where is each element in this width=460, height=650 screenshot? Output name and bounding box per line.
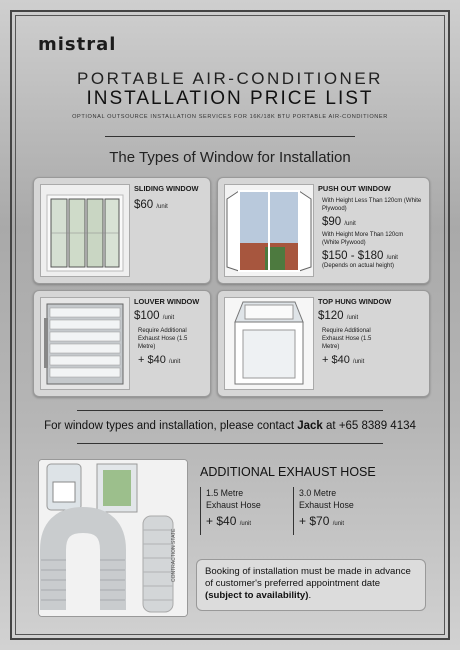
- types-heading: The Types of Window for Installation: [109, 149, 351, 166]
- divider: [105, 136, 355, 137]
- exhaust-hose-image: [38, 459, 188, 617]
- push-out-window-image: [224, 184, 314, 277]
- card-louver-window: [33, 290, 211, 397]
- sliding-window-title: SLIDING WINDOW: [134, 184, 199, 193]
- push-out-price-2: $150 - $180 /unit: [322, 250, 398, 262]
- top-hung-window-image: [224, 297, 314, 390]
- louver-window-price: $100 /unit: [134, 310, 175, 322]
- title-line-2: INSTALLATION PRICE LIST: [86, 88, 374, 109]
- louver-window-title: LOUVER WINDOW: [134, 297, 200, 306]
- contact-name: Jack: [297, 420, 323, 432]
- contact-phone: +65 8389 4134: [338, 420, 416, 432]
- subtitle: OPTIONAL OUTSOURCE INSTALLATION SERVICES FOR 16K/18K BTU PORTABLE AIR-CONDITIONER: [72, 114, 388, 120]
- louver-window-image: [40, 297, 130, 390]
- top-hung-window-note: Require Additional Exhaust Hose (1.5 Metre): [322, 328, 372, 350]
- divider: [77, 410, 383, 411]
- top-hung-window-extra: + $40 /unit: [322, 354, 365, 366]
- brand-logo: mistral: [38, 34, 117, 55]
- exhaust-hose-image-caption: CONTRACTION STATE: [171, 528, 177, 582]
- push-out-price-note: (Depends on actual height): [322, 263, 395, 269]
- top-hung-window-title: TOP HUNG WINDOW: [318, 297, 392, 306]
- push-out-window-title: PUSH OUT WINDOW: [318, 184, 391, 193]
- hose-option-1.5m-price: + $40 /unit: [206, 514, 252, 528]
- booking-notice: Booking of installation must be made in advance of customer's preferred appointment date (subject to availability).: [196, 559, 426, 611]
- contact-line: For window types and installation, please contact Jack at +65 8389 4134: [44, 420, 416, 432]
- sliding-window-price: $60 /unit: [134, 199, 168, 211]
- push-out-price-1: $90 /unit: [322, 216, 356, 228]
- hose-option-1.5m: 1.5 Metre Exhaust Hose + $40 /unit: [200, 487, 261, 535]
- exhaust-hose-title: ADDITIONAL EXHAUST HOSE: [200, 465, 376, 479]
- card-push-out-window: [217, 177, 430, 284]
- top-hung-window-price: $120 /unit: [318, 310, 359, 322]
- divider: [77, 443, 383, 444]
- title-line-1: PORTABLE AIR-CONDITIONER: [77, 69, 383, 88]
- push-out-condition-2: With Height More Than 120cm (White Plywood): [322, 232, 404, 246]
- louver-window-note: Require Additional Exhaust Hose (1.5 Metre): [138, 328, 188, 350]
- push-out-condition-1: With Height Less Than 120cm (White Plywood): [322, 198, 422, 212]
- booking-availability: (subject to availability): [205, 590, 309, 601]
- sliding-window-image: [40, 184, 130, 277]
- louver-window-extra: + $40 /unit: [138, 354, 181, 366]
- hose-option-3.0m-price: + $70 /unit: [299, 514, 345, 528]
- hose-option-3.0m: 3.0 Metre Exhaust Hose + $70 /unit: [293, 487, 354, 535]
- card-sliding-window: [33, 177, 211, 284]
- card-top-hung-window: [217, 290, 430, 397]
